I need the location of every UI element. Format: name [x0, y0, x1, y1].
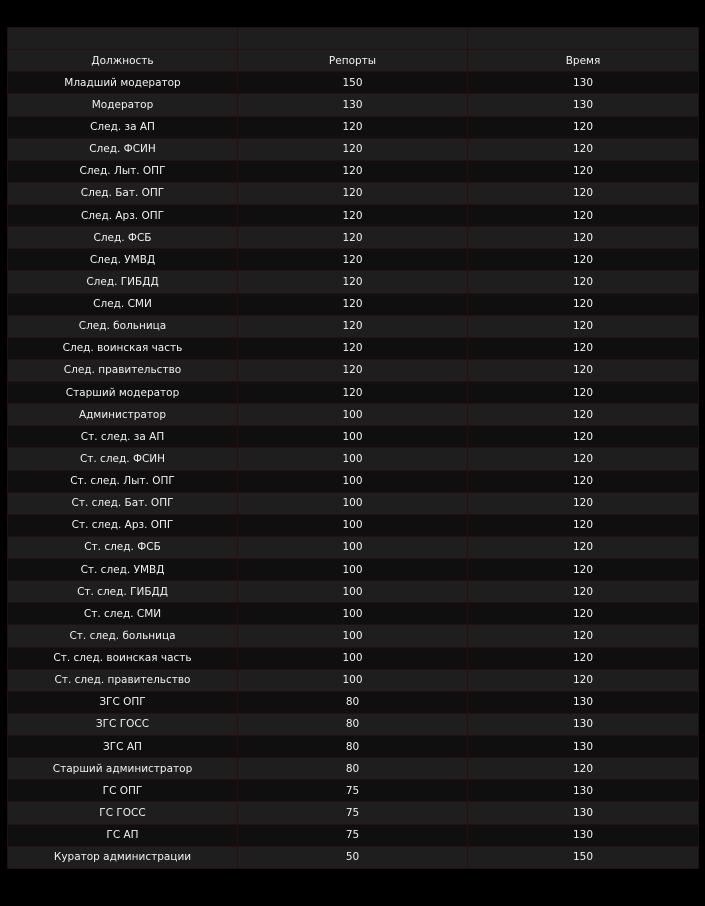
reports-cell: 100 — [238, 536, 468, 558]
position-cell: След. УМВД — [8, 249, 238, 271]
blank-top-row — [8, 28, 699, 50]
reports-cell: 100 — [238, 669, 468, 691]
header-row — [8, 50, 699, 72]
time-cell: 130 — [468, 691, 699, 713]
time-cell: 120 — [468, 138, 699, 160]
time-cell: 120 — [468, 758, 699, 780]
position-cell: След. больница — [8, 315, 238, 337]
reports-cell: 120 — [238, 359, 468, 381]
report-norms-table — [7, 27, 699, 869]
table-row — [8, 382, 699, 404]
table-row — [8, 713, 699, 735]
reports-cell: 120 — [238, 337, 468, 359]
table-row — [8, 94, 699, 116]
time-cell: 120 — [468, 116, 699, 138]
table-row — [8, 603, 699, 625]
position-cell: Куратор администрации — [8, 846, 238, 868]
reports-cell: 150 — [238, 72, 468, 94]
reports-cell: 75 — [238, 780, 468, 802]
position-cell: След. Лыт. ОПГ — [8, 160, 238, 182]
time-cell: 120 — [468, 315, 699, 337]
table-row — [8, 182, 699, 204]
position-cell: След. ГИБДД — [8, 271, 238, 293]
position-cell: Старший администратор — [8, 758, 238, 780]
reports-cell: 120 — [238, 116, 468, 138]
reports-cell: 100 — [238, 426, 468, 448]
position-cell: ЗГС АП — [8, 736, 238, 758]
time-cell: 120 — [468, 293, 699, 315]
reports-cell: 100 — [238, 404, 468, 426]
table-row — [8, 581, 699, 603]
position-cell: ГС ОПГ — [8, 780, 238, 802]
reports-cell: 100 — [238, 492, 468, 514]
position-cell: Ст. след. УМВД — [8, 559, 238, 581]
table-row — [8, 138, 699, 160]
position-cell: ЗГС ОПГ — [8, 691, 238, 713]
position-cell: След. воинская часть — [8, 337, 238, 359]
time-cell: 120 — [468, 470, 699, 492]
table-row — [8, 404, 699, 426]
time-cell: 120 — [468, 581, 699, 603]
report-table-container — [7, 27, 698, 869]
position-cell: Ст. след. Арз. ОПГ — [8, 514, 238, 536]
table-row — [8, 802, 699, 824]
position-cell: След. ФСИН — [8, 138, 238, 160]
time-cell: 120 — [468, 426, 699, 448]
reports-cell: 120 — [238, 293, 468, 315]
time-cell: 150 — [468, 846, 699, 868]
table-row — [8, 780, 699, 802]
position-cell: Администратор — [8, 404, 238, 426]
position-cell: Ст. след. за АП — [8, 426, 238, 448]
reports-cell: 100 — [238, 470, 468, 492]
time-cell: 130 — [468, 824, 699, 846]
table-row — [8, 160, 699, 182]
reports-cell: 130 — [238, 94, 468, 116]
reports-cell: 100 — [238, 514, 468, 536]
position-cell: Старший модератор — [8, 382, 238, 404]
reports-cell: 75 — [238, 802, 468, 824]
time-cell: 120 — [468, 337, 699, 359]
reports-cell: 100 — [238, 603, 468, 625]
header-time: Время — [468, 50, 699, 72]
time-cell: 120 — [468, 536, 699, 558]
table-row — [8, 359, 699, 381]
reports-cell: 50 — [238, 846, 468, 868]
position-cell: Ст. след. ФСБ — [8, 536, 238, 558]
reports-cell: 80 — [238, 713, 468, 735]
reports-cell: 100 — [238, 581, 468, 603]
reports-cell: 80 — [238, 736, 468, 758]
position-cell: ЗГС ГОСС — [8, 713, 238, 735]
position-cell: Ст. след. больница — [8, 625, 238, 647]
blank-cell — [8, 28, 238, 50]
table-row — [8, 514, 699, 536]
table-row — [8, 846, 699, 868]
header-position: Должность — [8, 50, 238, 72]
time-cell: 120 — [468, 227, 699, 249]
reports-cell: 120 — [238, 160, 468, 182]
table-row — [8, 315, 699, 337]
table-row — [8, 669, 699, 691]
position-cell: Ст. след. ФСИН — [8, 448, 238, 470]
time-cell: 130 — [468, 72, 699, 94]
time-cell: 120 — [468, 182, 699, 204]
position-cell: След. за АП — [8, 116, 238, 138]
time-cell: 120 — [468, 625, 699, 647]
time-cell: 120 — [468, 160, 699, 182]
reports-cell: 120 — [238, 182, 468, 204]
time-cell: 120 — [468, 359, 699, 381]
reports-cell: 100 — [238, 647, 468, 669]
blank-cell — [468, 28, 699, 50]
time-cell: 120 — [468, 271, 699, 293]
table-row — [8, 625, 699, 647]
reports-cell: 120 — [238, 315, 468, 337]
table-row — [8, 72, 699, 94]
table-row — [8, 647, 699, 669]
reports-cell: 75 — [238, 824, 468, 846]
time-cell: 130 — [468, 780, 699, 802]
time-cell: 130 — [468, 802, 699, 824]
time-cell: 120 — [468, 647, 699, 669]
table-row — [8, 271, 699, 293]
table-row — [8, 337, 699, 359]
time-cell: 130 — [468, 713, 699, 735]
table-row — [8, 227, 699, 249]
position-cell: След. ФСБ — [8, 227, 238, 249]
reports-cell: 120 — [238, 205, 468, 227]
position-cell: Ст. след. Лыт. ОПГ — [8, 470, 238, 492]
position-cell: След. Бат. ОПГ — [8, 182, 238, 204]
time-cell: 120 — [468, 404, 699, 426]
position-cell: Ст. след. воинская часть — [8, 647, 238, 669]
position-cell: Ст. след. ГИБДД — [8, 581, 238, 603]
table-row — [8, 824, 699, 846]
table-row — [8, 205, 699, 227]
time-cell: 120 — [468, 205, 699, 227]
time-cell: 120 — [468, 559, 699, 581]
time-cell: 120 — [468, 492, 699, 514]
table-row — [8, 492, 699, 514]
time-cell: 120 — [468, 603, 699, 625]
position-cell: ГС АП — [8, 824, 238, 846]
position-cell: Модератор — [8, 94, 238, 116]
reports-cell: 120 — [238, 138, 468, 160]
header-reports: Репорты — [238, 50, 468, 72]
time-cell: 120 — [468, 382, 699, 404]
position-cell: След. правительство — [8, 359, 238, 381]
position-cell: След. СМИ — [8, 293, 238, 315]
table-row — [8, 448, 699, 470]
time-cell: 120 — [468, 669, 699, 691]
reports-cell: 80 — [238, 691, 468, 713]
position-cell: Ст. след. Бат. ОПГ — [8, 492, 238, 514]
reports-cell: 100 — [238, 448, 468, 470]
table-row — [8, 426, 699, 448]
table-row — [8, 691, 699, 713]
reports-cell: 120 — [238, 249, 468, 271]
position-cell: ГС ГОСС — [8, 802, 238, 824]
table-row — [8, 559, 699, 581]
position-cell: Младший модератор — [8, 72, 238, 94]
reports-cell: 100 — [238, 559, 468, 581]
position-cell: Ст. след. СМИ — [8, 603, 238, 625]
time-cell: 130 — [468, 736, 699, 758]
table-row — [8, 470, 699, 492]
table-row — [8, 536, 699, 558]
reports-cell: 100 — [238, 625, 468, 647]
time-cell: 120 — [468, 514, 699, 536]
position-cell: След. Арз. ОПГ — [8, 205, 238, 227]
reports-cell: 120 — [238, 227, 468, 249]
table-row — [8, 249, 699, 271]
table-row — [8, 116, 699, 138]
time-cell: 130 — [468, 94, 699, 116]
position-cell: Ст. след. правительство — [8, 669, 238, 691]
time-cell: 120 — [468, 249, 699, 271]
reports-cell: 80 — [238, 758, 468, 780]
table-row — [8, 736, 699, 758]
table-row — [8, 293, 699, 315]
reports-cell: 120 — [238, 271, 468, 293]
table-body — [8, 72, 699, 869]
blank-cell — [238, 28, 468, 50]
time-cell: 120 — [468, 448, 699, 470]
table-row — [8, 758, 699, 780]
reports-cell: 120 — [238, 382, 468, 404]
